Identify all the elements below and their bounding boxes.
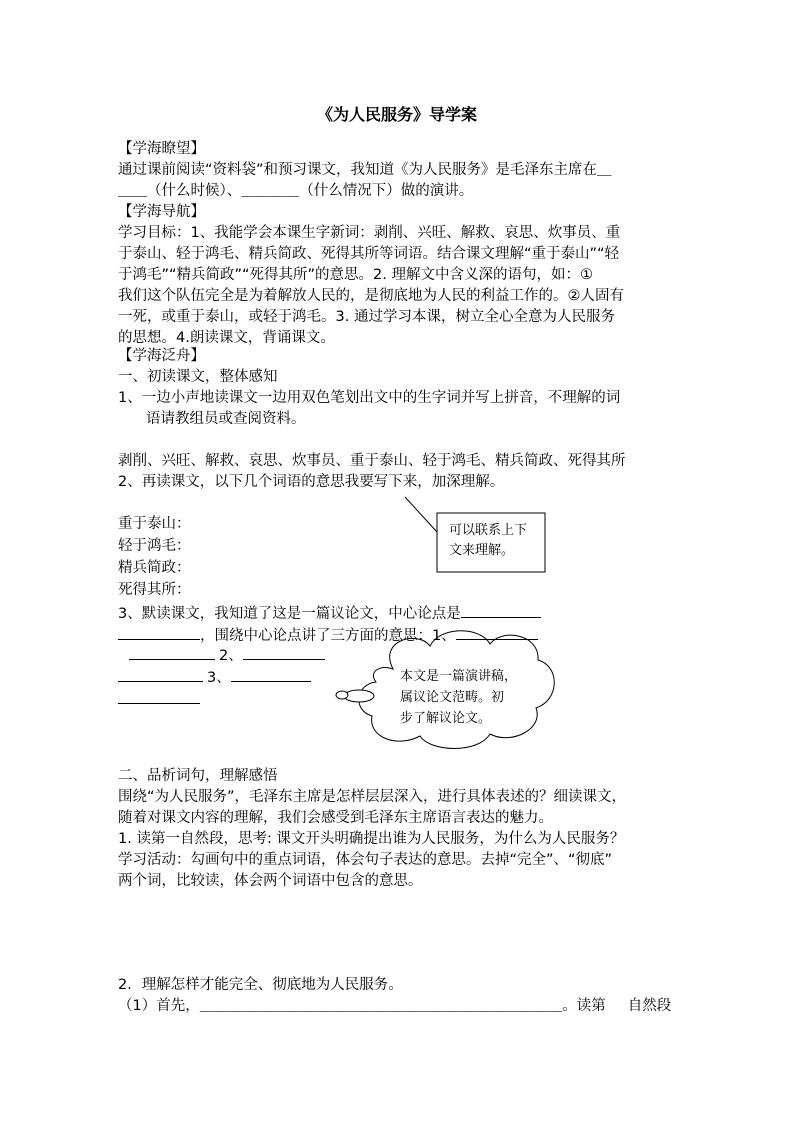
cloud-text-3: 步了解议论文。 — [400, 711, 492, 726]
central-thesis-blank-cont[interactable] — [118, 625, 200, 640]
q2-1-blank[interactable]: ＿＿＿＿＿＿＿＿＿＿＿＿＿＿＿＿＿＿＿＿＿＿＿＿＿。 — [199, 998, 577, 1014]
guide-line-1: 学习目标：1、我能学会本课生字新词：剥削、兴旺、解救、哀思、炊事员、重 — [118, 225, 621, 241]
task3-line-1 — [118, 603, 541, 625]
term-3: 精兵简政： — [118, 560, 191, 576]
section-heading-boat: 【学海泛舟】 — [118, 348, 205, 364]
term-4: 死得其所： — [118, 582, 191, 598]
part2-line-1: 围绕“为人民服务”，毛泽东主席是怎样层层深入，进行具体表述的？细读课文， — [118, 789, 627, 805]
section-heading-lookout: 【学海瞭望】 — [118, 141, 205, 157]
part2-heading: 二、品析词句，理解感悟 — [118, 768, 278, 784]
guide-line-6: 的思想。4.朗读课文，背诵课文。 — [118, 330, 335, 346]
task3-text-c: 2、 — [219, 648, 243, 664]
q2-1-suffix: 读第 — [576, 998, 606, 1014]
point-1-blank[interactable] — [456, 625, 538, 640]
activity-line-1: 学习活动：勾画句中的重点词语，体会句子表达的意思。去掉“完全”、“彻底” — [118, 852, 613, 868]
part1-heading: 一、初读课文，整体感知 — [118, 369, 278, 385]
part2-line-2: 随着对课文内容的理解，我们会感受到毛泽东主席语言表达的魅力。 — [118, 810, 553, 826]
task1-line-2: 语请教组员或查阅资料。 — [146, 411, 306, 427]
page-title: 《为人民服务》导学案 — [316, 105, 477, 124]
guide-line-3: 于鸿毛”“精兵简政”“死得其所”的意思。2. 理解文中含义深的语句，如：① — [118, 267, 593, 283]
point-2-blank[interactable] — [243, 645, 325, 660]
cloud-bubble-small — [336, 691, 348, 699]
task3-line-3 — [118, 645, 325, 667]
question-2: 2．理解怎样才能完全、彻底地为人民服务。 — [118, 977, 403, 993]
task3-line-2 — [118, 625, 538, 647]
point-3-blank-cont[interactable] — [118, 689, 200, 704]
cloud-text-2: 属议论文范畴。初 — [400, 690, 505, 705]
guide-line-4: 我们这个队伍完全是为着解放人民的，是彻底地为人民的利益工作的。②人固有 — [118, 288, 624, 304]
central-thesis-blank[interactable] — [461, 603, 541, 618]
point-1-blank-cont[interactable] — [129, 645, 215, 660]
question-1: 1. 读第一自然段，思考: 课文开头明确提出谁为人民服务，为什么为人民服务？ — [118, 831, 625, 847]
task3-text-b: ，围绕中心论点讲了三方面的意思：1、 — [200, 628, 456, 644]
task3-text-d: 3、 — [207, 670, 231, 686]
activity-line-2: 两个词，比较读，体会两个词语中包含的意思。 — [118, 873, 423, 889]
q2-1-prefix: （1）首先， — [118, 998, 200, 1014]
point-3-blank[interactable] — [231, 667, 311, 682]
callout-text-1: 可以联系上下 — [449, 523, 528, 538]
cloud-text-1: 本文是一篇演讲稿， — [400, 669, 518, 684]
point-2-blank-cont[interactable] — [118, 667, 203, 682]
q2-1-end: 自然段 — [627, 998, 672, 1014]
word-list: 剥削、兴旺、解救、哀思、炊事员、重于泰山、轻于鸿毛、精兵简政、死得其所 — [118, 453, 626, 469]
lookout-line-2: ＿＿（什么时候）、＿＿＿＿（什么情况下）做的演讲。 — [118, 183, 474, 199]
task2-line: 2、再读课文，以下几个词语的意思我要写下来，加深理解。 — [118, 474, 505, 490]
guide-line-5: 一死，或重于泰山，或轻于鸿毛。3. 通过学习本课，树立全心全意为人民服务 — [118, 309, 615, 325]
task1-line-1: 1、一边小声地读课文一边用双色笔划出文中的生字词并写上拼音，不理解的词 — [118, 390, 621, 406]
term-1: 重于泰山： — [118, 516, 191, 532]
lookout-line-1: 通过课前阅读“资料袋”和预习课文，我知道《为人民服务》是毛泽东主席在＿ — [118, 162, 612, 178]
term-2: 轻于鸿毛： — [118, 538, 191, 554]
cloud-bubble-large — [344, 690, 374, 702]
task3-line-5 — [118, 689, 200, 711]
section-heading-guide: 【学海导航】 — [118, 204, 205, 220]
callout-pointer-line — [405, 497, 437, 532]
question-2-1 — [118, 996, 671, 1017]
guide-line-2: 于泰山、轻于鸿毛、精兵简政、死得其所等词语。结合课文理解“重于泰山”“轻 — [118, 246, 620, 262]
task3-line-4 — [118, 667, 311, 689]
callout-text-2: 文来理解。 — [449, 543, 515, 558]
task3-text-a: 3、默读课文，我知道了这是一篇议论文，中心论点是 — [118, 606, 461, 622]
